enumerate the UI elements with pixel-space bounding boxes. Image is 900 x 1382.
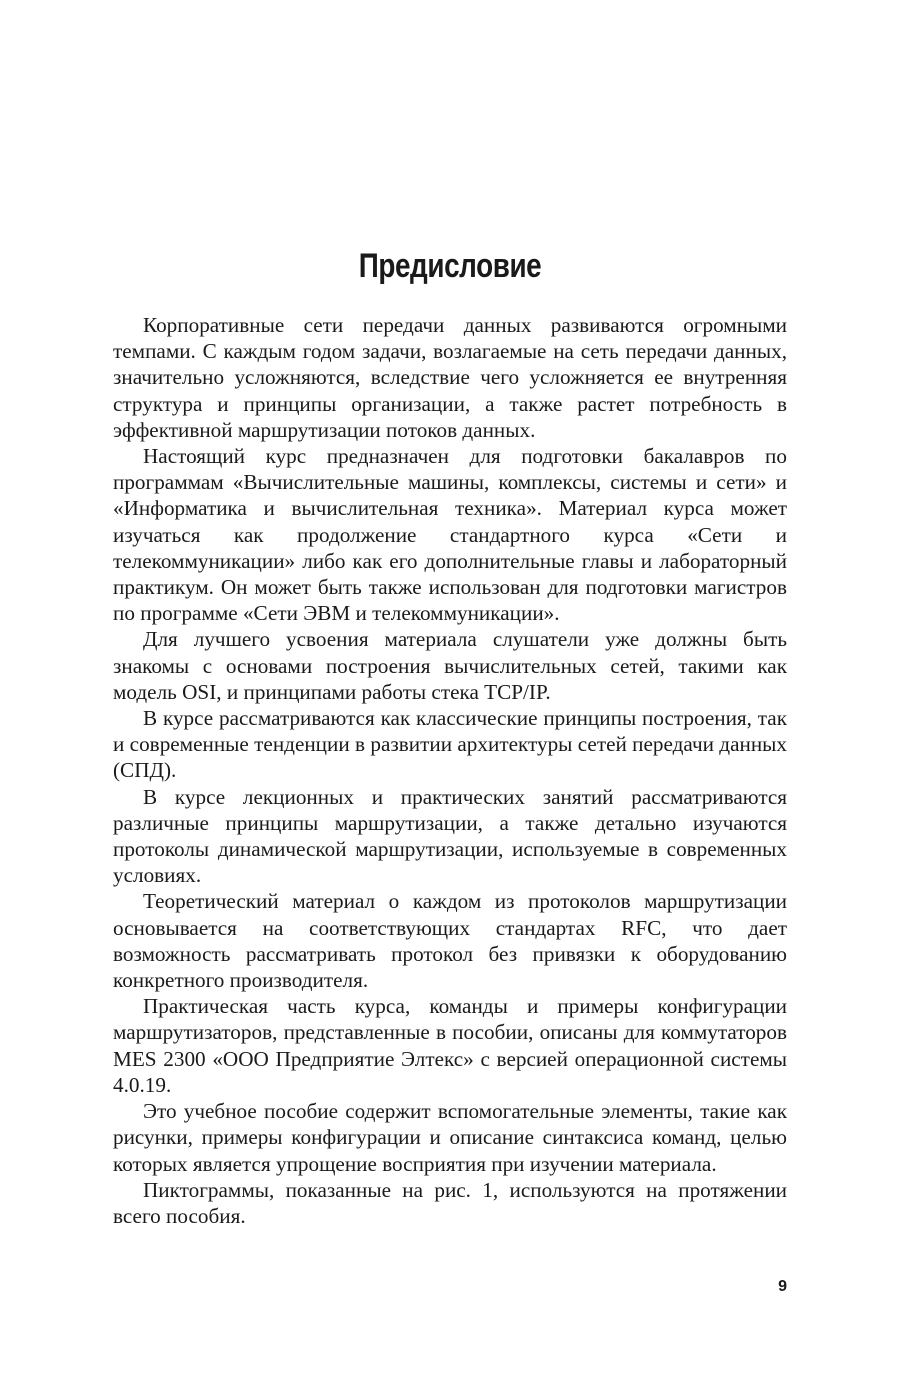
paragraph: Корпоративные сети передачи данных развиваются огромными темпами. С каждым годом задачи, возлагаемые на сеть передачи данных, значительно усложняются, вследствие чего усложняется ее внутренняя структура и принципы организации, а также растет потребность в эффективной маршрутизации потоков данных.	[113, 313, 787, 442]
paragraph: Настоящий курс предназначен для подготовки бакалавров по программам «Вычислительные машины, комплексы, системы и сети» и «Информатика и вычислительная техника». Материал курса может изучаться как продолжение стандартного курса «Сети и телекоммуникации» либо как его дополнительные главы и лабораторный практикум. Он может быть также использован для подготовки магистров по программе «Сети ЭВМ и телекоммуникации».	[113, 444, 787, 626]
document-page	[113, 0, 787, 1382]
paragraph: Пиктограммы, показанные на рис. 1, используются на протяжении всего пособия.	[113, 1177, 787, 1228]
page-title: Предисловие	[358, 247, 542, 285]
paragraph: Для лучшего усвоения материала слушатели уже должны быть знакомы с основами построения вычислительных сетей, такими как модель OSI, и принципами работы стека TCP/IP.	[113, 627, 787, 704]
paragraph: В курсе лекционных и практических занятий рассматриваются различные принципы маршрутизации, а также детально изучаются протоколы динамической маршрутизации, используемые в современных условиях.	[113, 784, 787, 888]
paragraph: Теоретический материал о каждом из протоколов маршрутизации основывается на соответствующих стандартах RFC, что дает возможность рассматривать протокол без привязки к оборудованию конкретного производителя.	[113, 889, 787, 993]
paragraph: Практическая часть курса, команды и примеры конфигурации маршрутизаторов, представленные в пособии, описаны для коммутаторов MES 2300 «ООО Предприятие Элтекс» с версией операционной системы 4.0.19.	[113, 994, 787, 1097]
paragraph: В курсе рассматриваются как классические принципы построения, так и современные тенденции в развитии архитектуры сетей передачи данных (СПД).	[113, 706, 787, 783]
paragraph: Это учебное пособие содержит вспомогательные элементы, такие как рисунки, примеры конфигурации и описание синтаксиса команд, целью которых является упрощение восприятия при изучении материала.	[113, 1099, 787, 1176]
page-number: 9	[778, 1278, 787, 1295]
body-text	[113, 312, 787, 1229]
